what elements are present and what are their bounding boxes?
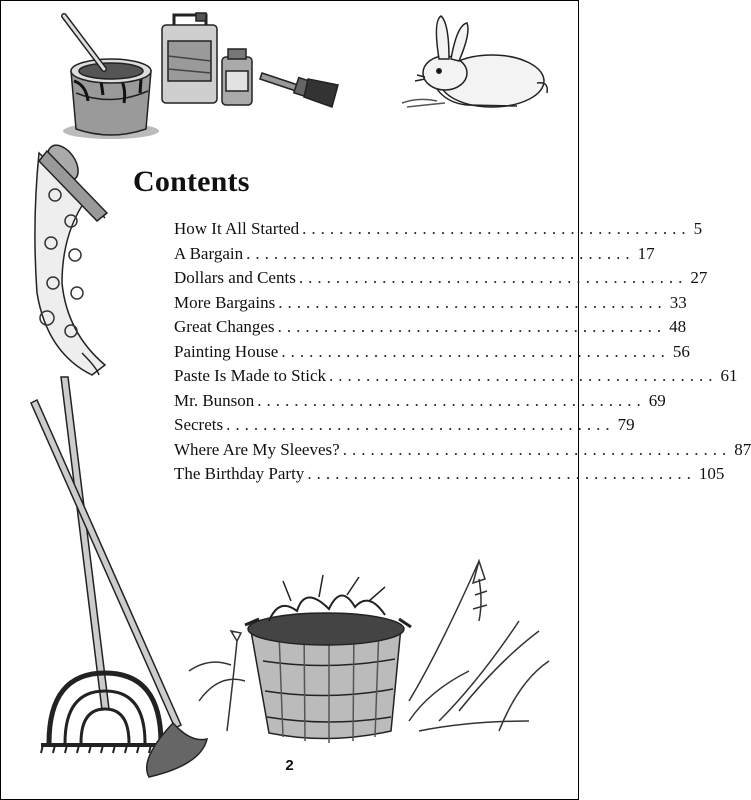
- dot-leader: ..........................................: [257, 390, 646, 410]
- toc-entry: [174, 219, 703, 244]
- toc-entry: [174, 317, 687, 342]
- toc-entry-title: Paste Is Made to Stick: [174, 366, 327, 385]
- toc-entry-title: Secrets: [174, 415, 224, 434]
- dot-leader: ..........................................: [226, 415, 615, 434]
- toc-entry: [174, 415, 635, 440]
- paint-tin-icon: [162, 13, 217, 103]
- page-title: Contents: [133, 165, 250, 198]
- dot-leader: ..........................................: [307, 464, 696, 483]
- dot-leader: ..........................................: [329, 366, 718, 385]
- toc-entry-page: 17: [637, 243, 655, 263]
- basket-illustration: [179, 561, 559, 751]
- toc-entry: [174, 268, 708, 293]
- toc-entry-page: 79: [617, 415, 635, 434]
- toc-entry-title: Dollars and Cents: [174, 268, 296, 287]
- toc-entry-page: 33: [669, 292, 687, 312]
- toc-entry-title: Where Are My Sleeves?: [174, 439, 340, 459]
- toc-entry-title: Great Changes: [174, 317, 275, 336]
- toc-entry: [174, 366, 738, 391]
- paint-can-icon: [63, 16, 159, 139]
- toc-entry-page: 61: [720, 366, 738, 385]
- toc-entry-title: A Bargain: [174, 243, 244, 263]
- dot-leader: ..........................................: [278, 292, 667, 312]
- toc-entry-title: Mr. Bunson: [174, 390, 255, 410]
- page-number: 2: [285, 757, 294, 774]
- rabbit-icon: [402, 16, 547, 107]
- toc-entry-title: How It All Started: [174, 219, 300, 238]
- toc-entry: [174, 390, 666, 416]
- toc-entry-page: 48: [669, 317, 687, 336]
- rabbit-illustration: [397, 11, 557, 116]
- dot-leader: ..........................................: [281, 341, 670, 361]
- toc-entry-title: Painting House: [174, 341, 279, 361]
- toc-entry: [174, 464, 725, 489]
- toc-entry-page: 5: [693, 219, 703, 238]
- basket-icon: [245, 575, 411, 743]
- toc-entry-page: 27: [690, 268, 708, 287]
- toc-entry-title: More Bargains: [174, 292, 276, 312]
- dot-leader: ..........................................: [246, 243, 635, 263]
- paint-supplies-illustration: [56, 11, 346, 151]
- paintbrush-icon: [260, 73, 338, 107]
- toc-entry-page: 56: [672, 341, 690, 361]
- wallpaper-illustration: [27, 143, 112, 383]
- toc-entry-page: 87: [734, 439, 751, 459]
- toc-entry: [174, 243, 655, 269]
- dot-leader: ..........................................: [302, 219, 691, 238]
- toc-entry: [174, 439, 751, 465]
- toc-entry: [174, 341, 690, 367]
- dot-leader: ..........................................: [342, 439, 732, 459]
- paint-bottle-icon: [222, 49, 252, 105]
- dot-leader: ..........................................: [277, 317, 667, 336]
- dot-leader: ..........................................: [298, 268, 688, 287]
- toc-entry: [174, 292, 687, 318]
- toc-entry-page: 105: [698, 464, 725, 483]
- table-of-contents: [174, 219, 751, 489]
- toc-entry-title: The Birthday Party: [174, 464, 305, 483]
- wallpaper-roll-icon: [35, 140, 107, 375]
- toc-entry-page: 69: [648, 390, 666, 410]
